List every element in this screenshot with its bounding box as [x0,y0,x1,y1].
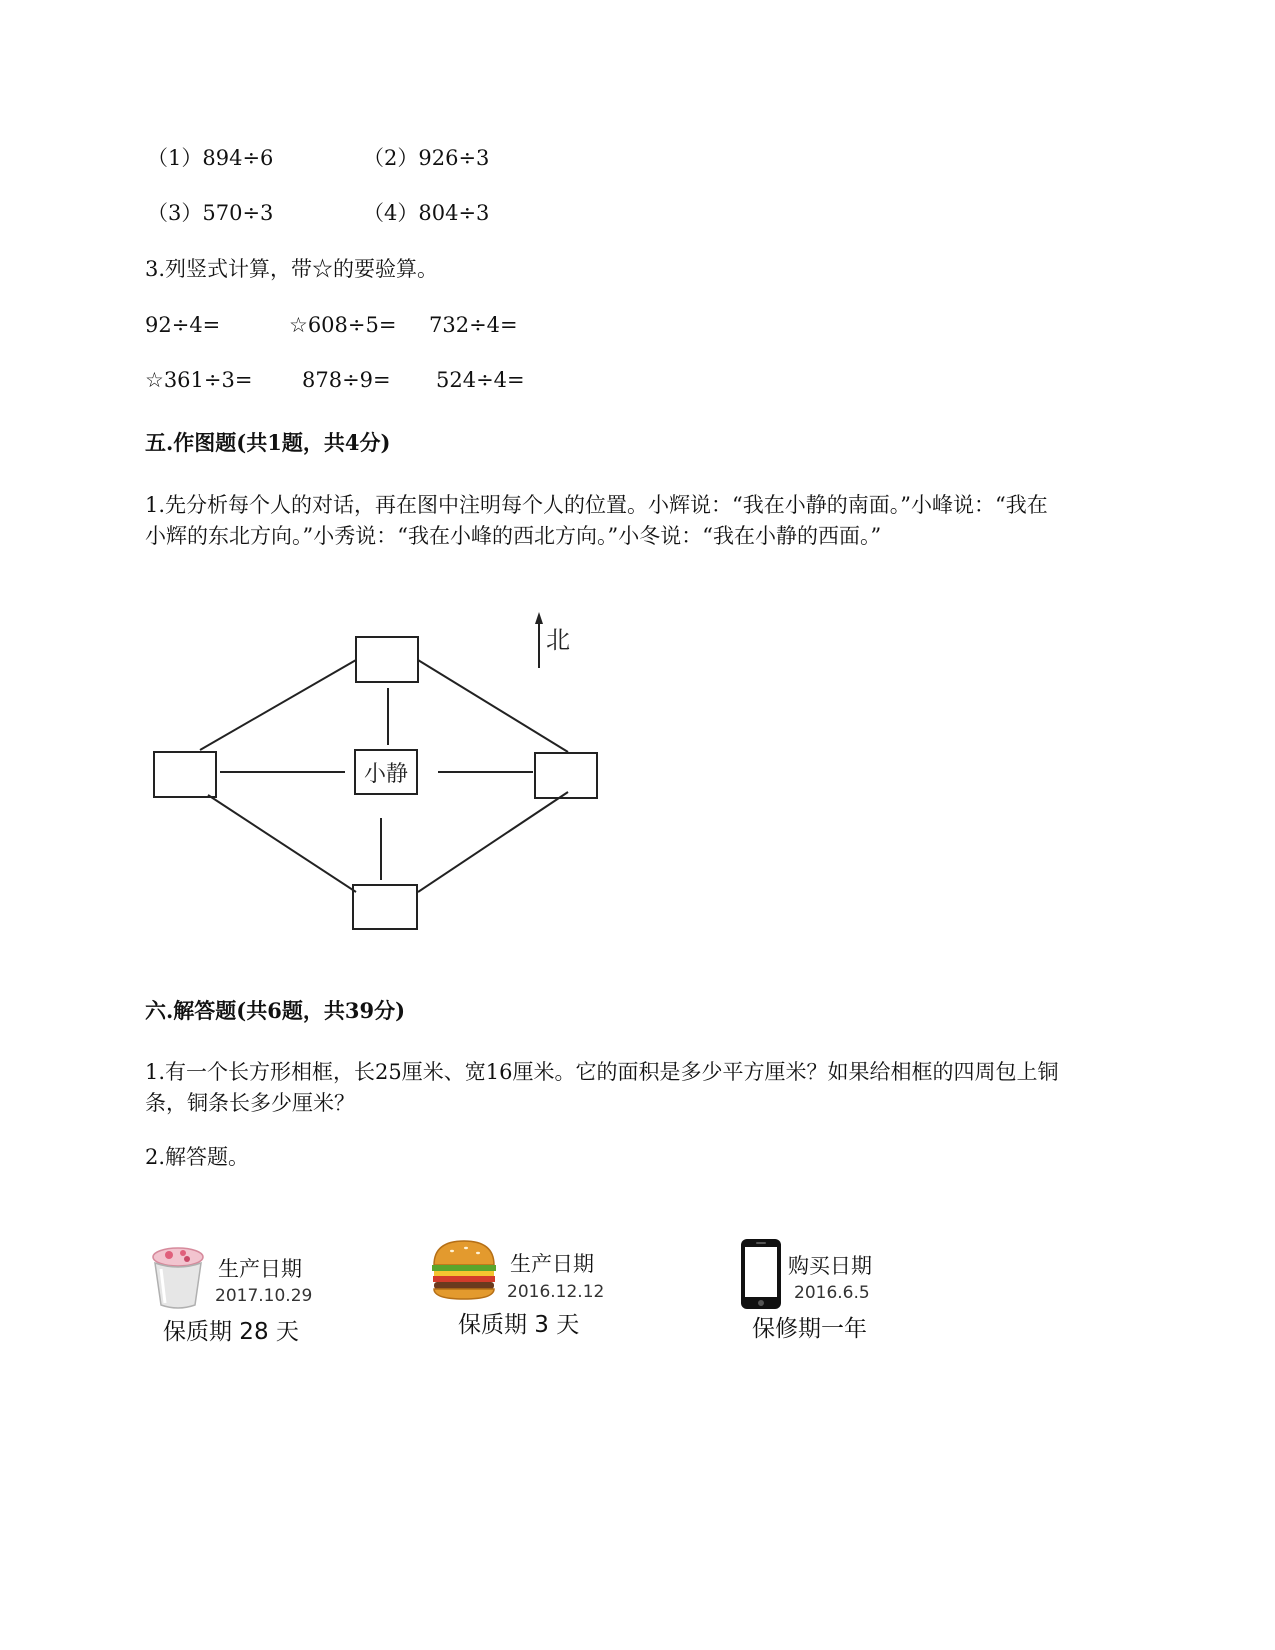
q3-title: 3.列竖式计算，带☆的要验算。 [145,257,439,281]
box-west [154,752,216,797]
section5-heading: 五.作图题(共1题，共4分) [145,430,391,455]
box-north [356,637,418,682]
product-2-date: 2016.12.12 [507,1282,605,1302]
box-south [353,885,417,929]
direction-diagram [140,600,620,940]
section6-heading: 六.解答题(共6题，共39分) [145,998,406,1023]
division-item-2: （2）926÷3 [363,146,490,170]
center-box-label: 小静 [363,762,409,787]
product-1-date: 2017.10.29 [215,1286,313,1306]
edge-bottom-left [208,795,356,892]
product-3-label: 购买日期 [788,1254,872,1278]
box-east [535,753,597,798]
section5-question: 1.先分析每个人的对话，再在图中注明每个人的位置。小辉说：“我在小静的南面。”小峰说：“我在小辉的东北方向。”小秀说：“我在小峰的西北方向。”小冬说：“我在小静的西面。” [145,493,1048,548]
division-item-3: （3）570÷3 [147,201,274,225]
q3-expr-5: 878÷9= [302,368,391,392]
q3-expr-2: ☆608÷5= [289,313,397,337]
division-item-4: （4）804÷3 [363,201,490,225]
yogurt-cup-icon [147,1245,209,1311]
division-item-1: （1）894÷6 [147,146,274,170]
product-3-date: 2016.6.5 [794,1283,870,1303]
q3-expr-6: 524÷4= [436,368,525,392]
edge-top-left [200,660,356,750]
product-2-label: 生产日期 [510,1252,594,1276]
north-arrow-head [535,612,543,624]
q3-expr-4: ☆361÷3= [145,368,253,392]
product-1-label: 生产日期 [218,1257,302,1281]
burger-icon [428,1237,500,1303]
edge-top-right [418,660,568,752]
product-2-term: 保质期 3 天 [458,1312,580,1338]
edge-bottom-right [418,792,568,892]
product-1-term: 保质期 28 天 [163,1319,299,1345]
q3-expr-1: 92÷4= [145,313,221,337]
section6-q2: 2.解答题。 [145,1145,250,1169]
north-label: 北 [546,626,570,654]
phone-icon [740,1238,782,1310]
section6-q1: 1.有一个长方形相框，长25厘米、宽16厘米。它的面积是多少平方厘米？如果给相框的四周包上铜条，铜条长多少厘米？ [145,1060,1059,1115]
q3-expr-3: 732÷4= [429,313,518,337]
product-3-term: 保修期一年 [752,1316,867,1342]
